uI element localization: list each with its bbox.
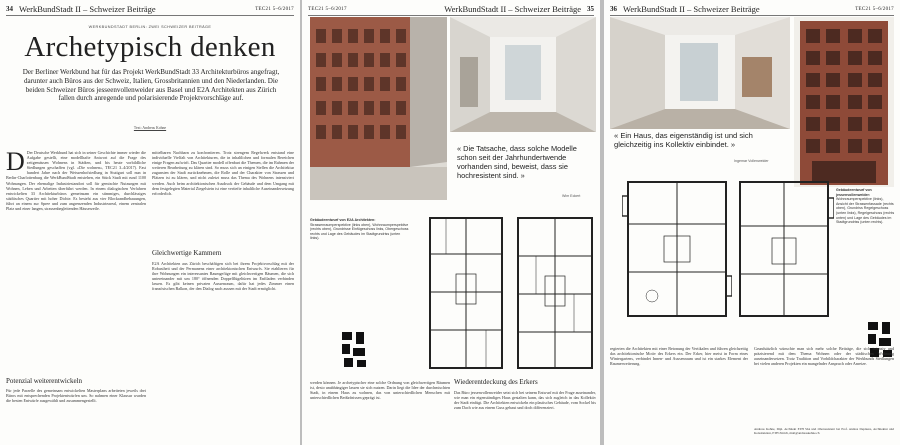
- caption-text: Wohnraumperspektive (links), Ansicht der Strassenfassade (rechts oben), Grundriss Regelgeschoss (unten links), Regelgeschoss (rechts unten) und Lage des Gebäudes im Stadtgrundriss (unten rechts).: [836, 197, 895, 225]
- article-byline: Text: Andreas Kohne: [133, 126, 167, 130]
- body-p35-col2: Das Büro jessenvollenweider setzt sich bei seinem Entwurf mit der Frage auseinander, wie man ein eigenständiges Haus gestalten kann, das sich zugleich in das Kollektiv der Stadt einfügt. Die Architekten entwickeln ein plastisches Gebäude, vom Sockel bis zum Dach wie aus einem Guss gebaut und doch differenziert.: [454, 390, 596, 411]
- body-column-2: mittelbaren Nachbarn zu konfrontieren. Trotz strengem Regelwerk entstand eine individuelle Vielfalt von Architekturen, die in inhaltlichen und formalen Bereichen einige Fragen aufwirft. Das Quartier modell offenbart die Themen, die im Rahmen der weiteren Bearbeitung zu klären sind. So muss sich an einigen Stellen die Architektur zugunsten der Stadt zurücknehmen, die Rolle und der Charakter von Strassen und Plätzen ist zu klären, und nicht zuletzt muss das Thema des Wohnens intensiviert werden. Auch beim architektonischen Ausdruck der Gebäude und dem Umgang mit dem festgelegten Material Ziegelstein ist eine vertiefte inhaltliche Auseinandersetzung erforderlich.: [152, 150, 294, 196]
- body-column-1b: Für jede Parzelle des gemeinsam entwickelten Masterplans arbeiteten jeweils drei Büros mit entsprechenden Projektentwürfen um. So nahmen einer Klausur wurden die besten Entwürfe ausgewählt und zusammengestellt.: [6, 388, 146, 404]
- issue-label: TEC21 5–6/2017: [855, 6, 894, 12]
- section-title: WerkBundStadt II – Schweizer Beiträge: [623, 4, 760, 14]
- body-p36-col1: regierten die Architekten mit einer Betonung der Vertikalen und führen gleichzeitig das architektonische Motiv des Erkers ein. Der Erker, hier meist in Form eines Wintergartens, verbindet Innen- und Aussenraum und ist ein starkes Element der Raumerweiterung.: [610, 346, 748, 367]
- pull-quote-2-author: Ingemar Vollenweider: [734, 159, 769, 163]
- section-title: WerkBundStadt II – Schweizer Beiträge: [444, 4, 581, 14]
- floor-plan-regular-1: [622, 176, 732, 322]
- body-column-2b: E2A Architekten aus Zürich beschäftigen sich bei ihrem Projektvorschlag mit der Robustheit und der Permanenz einer architektonischen Entwurfs. Sie etablieren für ihre Wohnungen ein interessantes Raumgefüge mit gleichwertigen Räumen, die sich untereinander mit um 180° öffnenden Doppelflügeltüren im Enfiladen verbinden lassen. Es gibt keinen privaten Aussenraum, dafür hat jedes Zimmer einen französischen Balkon, der den Dialog nach aussen mit der Stadt ermöglicht.: [152, 261, 294, 292]
- body-text: Der Deutsche Werkbund hat sich in seiner Geschichte immer wieder die Aufgabe gestellt, eine modellhafte Antwort auf die Frage des zeitgemässen Wohnens in Städten, und bis heute vorbildliche Siedlungen geschaffen (vgl. «Die wohnen», TEC21 3–4/2017). Fast hundert Jahre nach der Weissenhofsiedlung in Stuttgart soll nun in Berlin-Charlottenburg die WerkBundStadt entstehen, ein Stück Stadt mit rund 1100 Wohnungen. Der ehemalige Industriestandort soll für gemischte Nutzungen mit Wohnen, Leben und Arbeiten überführt werden. In einem dialogischen Verfahren entwickelten 33 Architekturbüros gemeinsam ein stimmiges, durchlässiges städtisches Quartier mit hoher Dichte. Es besteht aus vier Blockrandbebauungen, führt an einem zur Spree und zum angrenzenden Industrieareal, einem zentralen Platz und einer langen, strassenbegleitenden Häuserzeile.: [6, 150, 146, 212]
- pull-quote-2: « Ein Haus, das eigenständig ist und sich gleichzeitig ins Kollektiv einbindet. »: [614, 131, 753, 149]
- pull-quote-1-author: Wim Eckert: [562, 194, 581, 198]
- page-number: 35: [587, 5, 594, 13]
- floor-plan-ground: [426, 214, 506, 374]
- subhead-erker: Wiederentdeckung des Erkers: [454, 378, 538, 386]
- page-34: [0, 0, 300, 445]
- caption-title: Gebäudeentwurf von jessenvollenweider:: [836, 188, 872, 197]
- drop-cap: D: [6, 150, 25, 176]
- issue-label: TEC21 5–6/2017: [255, 6, 294, 12]
- street-perspective-image: [310, 17, 447, 200]
- author-footnote: Andreas Kohne, Dipl. Architekt ETH SIA und Oberassistent bei Prof. Andrea Deplazes, Architektur und Konstruktion, ETH Zürich, mail@andreaskohne.ch: [754, 427, 894, 435]
- interior-perspective-image: [450, 17, 596, 132]
- article-kicker: WERKBUNDSTADT BERLIN: ZWEI SCHWEIZER BEITRÄGE: [88, 25, 212, 29]
- caption-e2a: [310, 218, 410, 241]
- floor-plan-regular-2: [734, 176, 834, 322]
- page-header: [308, 3, 594, 16]
- section-title: WerkBundStadt II – Schweizer Beiträge: [19, 4, 156, 14]
- pull-quote-1: « Die Tatsache, dass solche Modelle schon seit der Jahrhundertwende vorhanden sind, beweist, dass sie hochresistent sind. »: [457, 144, 577, 180]
- subhead-kammern: Gleichwertige Kammern: [152, 249, 222, 257]
- page-36: [604, 0, 900, 445]
- body-p36-col2: Grundsätzlich wünschte man sich mehr solche Beiträge, die sich intensiv und präzisierend mit dem Thema Wohnen oder der städtischen Wohnung auseinandersetzen. Trotz Tradition und Vorbildcharakter der Werkbunds Siedlungen bei vielen anderen Projekten ein mangelnder Anspruch oder Anreize.: [754, 346, 894, 367]
- page-number: 34: [6, 5, 13, 13]
- issue-label: TEC21 5–6/2017: [308, 6, 347, 12]
- article-lead: Der Berliner Werkbund hat für das Projekt WerkBundStadt 33 Architekturbüros angefragt, darunter auch Büros aus der Schweiz, Italien, Grossbritannien und den Niederlanden. Die beiden Schweizer Büros jesseenvollenweider aus Basel und E2A Architekten aus Zürich fallen durch anregende und polarisierende Projektvorschläge auf.: [22, 68, 280, 103]
- subhead-potenzial: Potenzial weiterentwickeln: [6, 377, 82, 385]
- living-room-perspective-image: [610, 17, 790, 129]
- caption-jessenvollenweider: [836, 188, 896, 225]
- body-p35-col1: werden können. Je archetypischer eine solche Ordnung von gleichwertigen Räumen ist, desto unabhängiger lassen sie sich nutzen. Darin liegt die Idee der durchmischten Stadt, in einem Haus zu wohnen, das von unterschiedlichen Menschen mit unterschiedlichen Bedürfnissen geprägt ist.: [310, 380, 450, 401]
- page-35: [302, 0, 600, 445]
- site-plan-e2a: [340, 330, 370, 370]
- caption-text: Strassenraumperspektive (links oben), Wohnraumperspektive (rechts oben), Grundrisse Einfügeschoss links, Obergeschoss rechts und Lage des Gebäudes im Stadtgrundriss (unten links).: [310, 222, 409, 241]
- floor-plan-upper: [514, 214, 596, 374]
- page-header: [6, 3, 294, 16]
- facade-elevation-image: [794, 17, 894, 187]
- body-column-1: [6, 150, 146, 350]
- caption-title: Gebäudeentwurf von E2A Architekten:: [310, 218, 376, 222]
- page-number: 36: [610, 5, 617, 13]
- article-title: Archetypisch denken: [24, 31, 276, 63]
- page-header: [610, 3, 894, 16]
